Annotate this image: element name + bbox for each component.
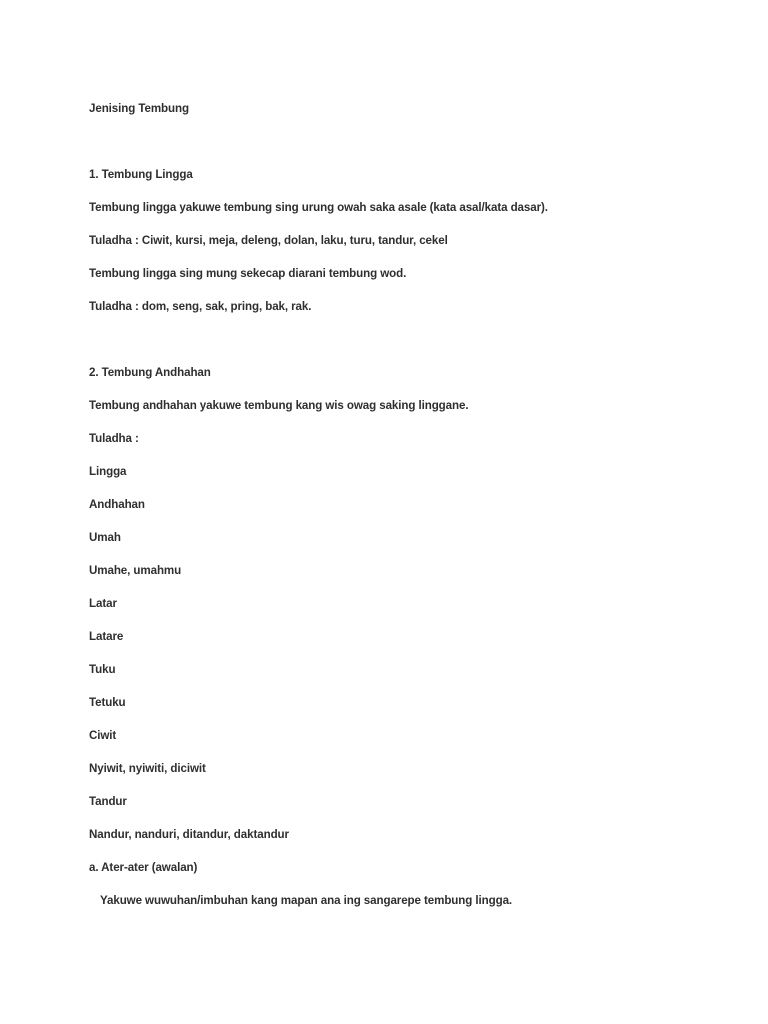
- pair-1-lingga: Umah: [89, 531, 121, 544]
- subsection-heading-a: a. Ater-ater (awalan): [89, 861, 198, 874]
- pair-header-lingga: Lingga: [89, 465, 127, 478]
- document-title: Jenising Tembung: [89, 102, 189, 115]
- pair-5-lingga: Tandur: [89, 795, 127, 808]
- pair-2-andhahan: Latare: [89, 630, 124, 643]
- section-1-example-1: Tuladha : Ciwit, kursi, meja, deleng, dolan, laku, turu, tandur, cekel: [89, 234, 448, 247]
- pair-1-andhahan: Umahe, umahmu: [89, 564, 182, 577]
- subsection-a-definition: Yakuwe wuwuhan/imbuhan kang mapan ana ing sangarepe tembung lingga.: [100, 894, 513, 907]
- pair-2-lingga: Latar: [89, 597, 117, 610]
- pair-3-lingga: Tuku: [89, 663, 116, 676]
- pair-3-andhahan: Tetuku: [89, 696, 126, 709]
- section-1-definition: Tembung lingga yakuwe tembung sing urung owah saka asale (kata asal/kata dasar).: [89, 201, 548, 214]
- pair-4-lingga: Ciwit: [89, 729, 117, 742]
- section-1-example-2: Tuladha : dom, seng, sak, pring, bak, rak.: [89, 300, 312, 313]
- section-heading-2: 2. Tembung Andhahan: [89, 366, 211, 379]
- pair-5-andhahan: Nandur, nanduri, ditandur, daktandur: [89, 828, 289, 841]
- section-2-definition: Tembung andhahan yakuwe tembung kang wis owag saking linggane.: [89, 399, 469, 412]
- document-text-body: [89, 92, 689, 917]
- pair-4-andhahan: Nyiwit, nyiwiti, diciwit: [89, 762, 206, 775]
- pair-header-andhahan: Andhahan: [89, 498, 145, 511]
- section-heading-1: 1. Tembung Lingga: [89, 168, 193, 181]
- section-1-note: Tembung lingga sing mung sekecap diarani tembung wod.: [89, 267, 407, 280]
- section-2-example-label: Tuladha :: [89, 432, 139, 445]
